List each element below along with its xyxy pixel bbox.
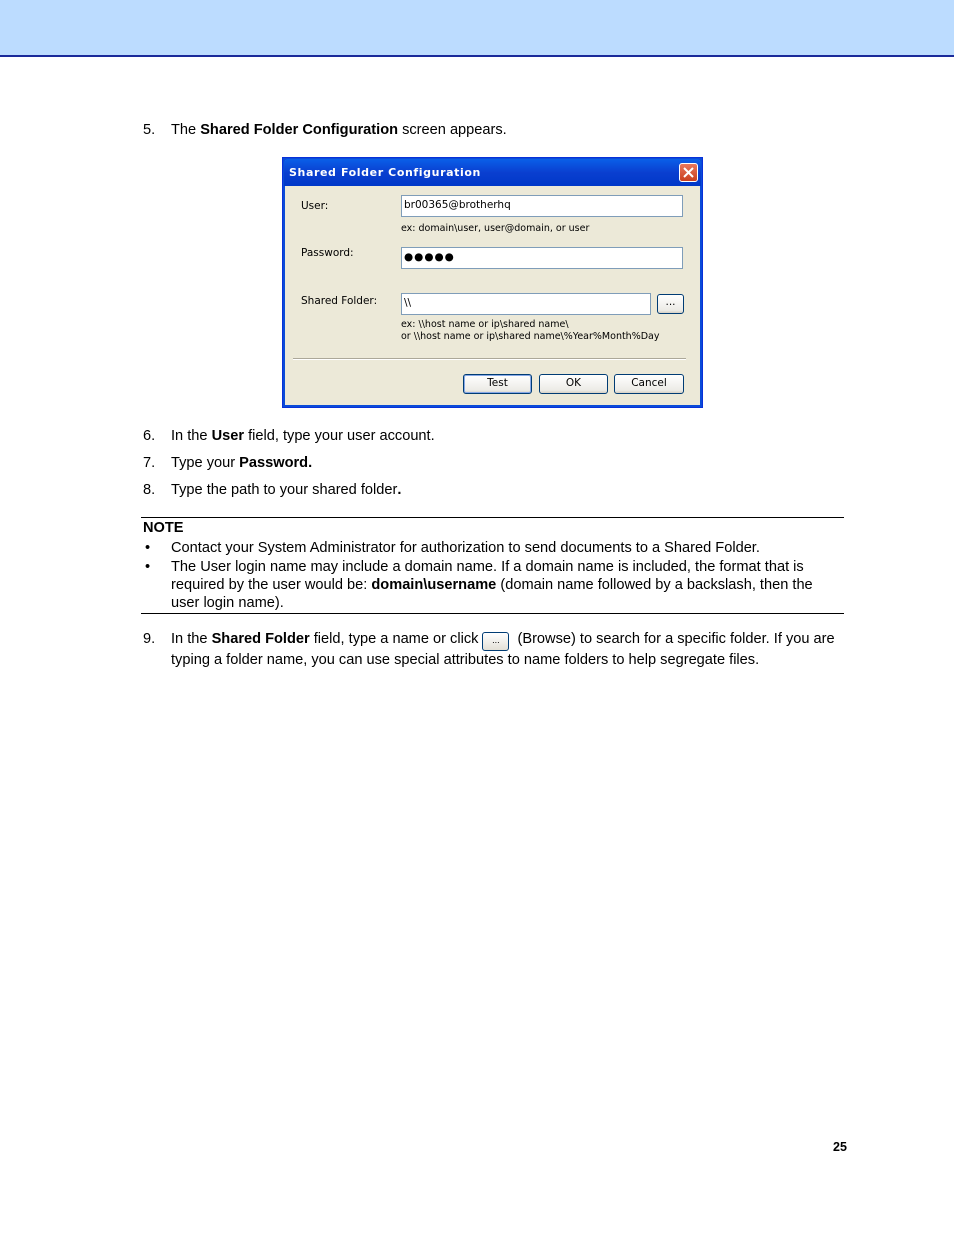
header-band xyxy=(0,0,954,57)
dialog-separator xyxy=(293,358,686,360)
step-text: In the Shared Folder field, type a name or click ... (Browse) to search for a specific folder. If you are typing a folder name, you can use special attributes to name folders to help segregate files. xyxy=(171,631,835,668)
step-text: In the User field, type your user account. xyxy=(171,428,435,444)
note-bottom-rule xyxy=(141,613,844,614)
page-number: 25 xyxy=(833,1140,847,1154)
user-hint: ex: domain\user, user@domain, or user xyxy=(401,223,590,234)
folder-hint-line-2: or \\host name or ip\shared name\%Year%Month%Day xyxy=(401,331,660,342)
dialog-titlebar xyxy=(284,159,701,186)
shared-folder-config-dialog xyxy=(282,157,703,408)
shared-folder-input[interactable]: \\ xyxy=(401,293,651,315)
step-text: Type the path to your shared folder. xyxy=(171,482,402,498)
step-text: The Shared Folder Configuration screen appears. xyxy=(171,122,507,138)
note-title: NOTE xyxy=(143,520,184,536)
step-number: 5. xyxy=(143,122,156,138)
browse-icon: ... xyxy=(482,632,509,651)
user-label: User: xyxy=(301,200,329,212)
step-number: 6. xyxy=(143,428,156,444)
password-label: Password: xyxy=(301,247,354,259)
bullet-icon: • xyxy=(145,540,151,556)
step-number: 9. xyxy=(143,631,156,647)
folder-hint-line-1: ex: \\host name or ip\shared name\ xyxy=(401,319,569,330)
step-text: Type your Password. xyxy=(171,455,313,471)
user-input[interactable]: br00365@brotherhq xyxy=(401,195,683,217)
step-number: 7. xyxy=(143,455,156,471)
browse-button[interactable]: ... xyxy=(657,294,684,314)
test-button[interactable]: Test xyxy=(463,374,532,394)
close-icon[interactable] xyxy=(679,163,698,182)
note-top-rule xyxy=(141,517,844,518)
bullet-icon: • xyxy=(145,559,151,575)
step-number: 8. xyxy=(143,482,156,498)
cancel-button[interactable]: Cancel xyxy=(614,374,684,394)
password-input[interactable]: ●●●●● xyxy=(401,247,683,269)
dialog-title: Shared Folder Configuration xyxy=(289,166,481,179)
ok-button[interactable]: OK xyxy=(539,374,608,394)
shared-folder-label: Shared Folder: xyxy=(301,295,378,307)
